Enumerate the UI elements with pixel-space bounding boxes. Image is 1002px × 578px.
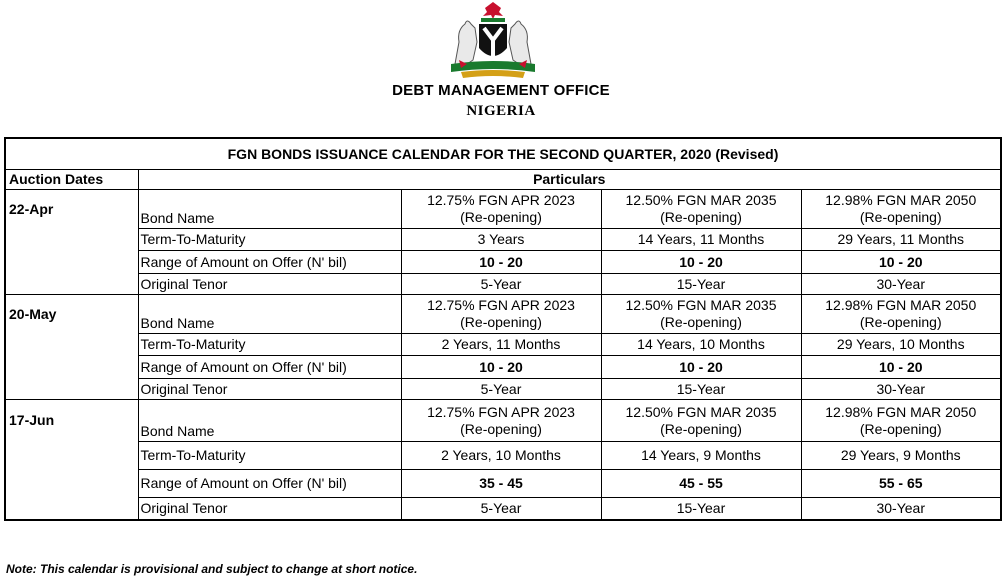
table-row bbox=[5, 400, 1001, 442]
bond-name: 12.98% FGN MAR 2050 bbox=[825, 297, 977, 313]
date-spacer bbox=[5, 379, 138, 400]
bond-name-cell bbox=[801, 295, 1001, 334]
particulars-header: Particulars bbox=[138, 170, 1001, 190]
bond-name: 12.75% FGN APR 2023 bbox=[427, 297, 575, 313]
bond-name: 12.98% FGN MAR 2050 bbox=[825, 403, 977, 420]
bond-name: 12.50% FGN MAR 2035 bbox=[625, 192, 777, 208]
date-spacer bbox=[5, 334, 138, 356]
row-label: Original Tenor bbox=[138, 379, 401, 400]
range-cell: 10 - 20 bbox=[401, 356, 601, 379]
org-name: DEBT MANAGEMENT OFFICE bbox=[392, 82, 610, 99]
tenor-cell: 5-Year bbox=[401, 379, 601, 400]
bond-name: 12.75% FGN APR 2023 bbox=[427, 403, 575, 420]
bond-name-cell bbox=[401, 400, 601, 442]
range-cell: 35 - 45 bbox=[401, 470, 601, 498]
date-spacer bbox=[5, 229, 138, 251]
table-row bbox=[5, 295, 1001, 334]
table-row bbox=[5, 470, 1001, 498]
table-row bbox=[5, 274, 1001, 295]
bond-note: (Re-opening) bbox=[660, 314, 742, 330]
row-label: Range of Amount on Offer (N' bil) bbox=[138, 356, 401, 379]
table-row bbox=[5, 190, 1001, 229]
row-label: Bond Name bbox=[138, 190, 401, 229]
range-cell: 10 - 20 bbox=[601, 251, 801, 274]
row-label: Range of Amount on Offer (N' bil) bbox=[138, 251, 401, 274]
range-cell: 10 - 20 bbox=[601, 356, 801, 379]
calendar-note: Note: This calendar is provisional and subject to change at short notice. bbox=[6, 562, 418, 576]
range-cell: 10 - 20 bbox=[401, 251, 601, 274]
bond-note: (Re-opening) bbox=[460, 314, 542, 330]
bond-note: (Re-opening) bbox=[460, 209, 542, 225]
table-row bbox=[5, 379, 1001, 400]
row-label: Bond Name bbox=[138, 400, 401, 442]
term-cell: 14 Years, 11 Months bbox=[601, 229, 801, 251]
auction-date: 20-May bbox=[5, 295, 138, 334]
coat-of-arms-icon bbox=[437, 2, 549, 80]
date-spacer bbox=[5, 442, 138, 470]
bond-name-cell bbox=[401, 190, 601, 229]
table-row bbox=[5, 251, 1001, 274]
table-row bbox=[5, 356, 1001, 379]
auction-dates-header: Auction Dates bbox=[5, 170, 138, 190]
tenor-cell: 5-Year bbox=[401, 274, 601, 295]
bond-name: 12.50% FGN MAR 2035 bbox=[625, 297, 777, 313]
row-label: Term-To-Maturity bbox=[138, 442, 401, 470]
auction-date: 17-Jun bbox=[5, 400, 138, 442]
row-label: Original Tenor bbox=[138, 498, 401, 520]
tenor-cell: 5-Year bbox=[401, 498, 601, 520]
range-cell: 55 - 65 bbox=[801, 470, 1001, 498]
table-title: FGN BONDS ISSUANCE CALENDAR FOR THE SECOND QUARTER, 2020 (Revised) bbox=[5, 138, 1001, 170]
auction-date: 22-Apr bbox=[5, 190, 138, 229]
range-cell: 10 - 20 bbox=[801, 356, 1001, 379]
term-cell: 2 Years, 10 Months bbox=[401, 442, 601, 470]
bond-name-cell bbox=[601, 190, 801, 229]
table-row bbox=[5, 334, 1001, 356]
table-row bbox=[5, 442, 1001, 470]
bond-name: 12.75% FGN APR 2023 bbox=[427, 192, 575, 208]
tenor-cell: 15-Year bbox=[601, 379, 801, 400]
table-row bbox=[5, 229, 1001, 251]
row-label: Bond Name bbox=[138, 295, 401, 334]
bond-note: (Re-opening) bbox=[660, 420, 742, 437]
range-cell: 10 - 20 bbox=[801, 251, 1001, 274]
row-label: Term-To-Maturity bbox=[138, 334, 401, 356]
bond-note: (Re-opening) bbox=[859, 209, 942, 225]
bond-name-cell bbox=[601, 295, 801, 334]
term-cell: 14 Years, 10 Months bbox=[601, 334, 801, 356]
date-spacer bbox=[5, 498, 138, 520]
date-spacer bbox=[5, 274, 138, 295]
range-cell: 45 - 55 bbox=[601, 470, 801, 498]
row-label: Original Tenor bbox=[138, 274, 401, 295]
term-cell: 29 Years, 10 Months bbox=[801, 334, 1001, 356]
bond-note: (Re-opening) bbox=[460, 420, 542, 437]
date-spacer bbox=[5, 356, 138, 379]
date-spacer bbox=[5, 470, 138, 498]
tenor-cell: 15-Year bbox=[601, 274, 801, 295]
bond-name-cell bbox=[801, 400, 1001, 442]
bond-name: 12.98% FGN MAR 2050 bbox=[825, 192, 977, 208]
table-row bbox=[5, 498, 1001, 520]
date-spacer bbox=[5, 251, 138, 274]
bond-name-cell bbox=[401, 295, 601, 334]
tenor-cell: 15-Year bbox=[601, 498, 801, 520]
tenor-cell: 30-Year bbox=[801, 498, 1001, 520]
bond-note: (Re-opening) bbox=[859, 314, 942, 330]
issuance-calendar-table bbox=[4, 137, 1002, 521]
bond-note: (Re-opening) bbox=[660, 209, 742, 225]
bond-note: (Re-opening) bbox=[859, 420, 942, 437]
term-cell: 2 Years, 11 Months bbox=[401, 334, 601, 356]
country-name: NIGERIA bbox=[466, 103, 536, 119]
tenor-cell: 30-Year bbox=[801, 379, 1001, 400]
term-cell: 14 Years, 9 Months bbox=[601, 442, 801, 470]
term-cell: 29 Years, 11 Months bbox=[801, 229, 1001, 251]
document-header bbox=[0, 0, 1002, 130]
tenor-cell: 30-Year bbox=[801, 274, 1001, 295]
bond-name-cell bbox=[801, 190, 1001, 229]
bond-name-cell bbox=[601, 400, 801, 442]
term-cell: 3 Years bbox=[401, 229, 601, 251]
term-cell: 29 Years, 9 Months bbox=[801, 442, 1001, 470]
bond-name: 12.50% FGN MAR 2035 bbox=[625, 403, 777, 420]
row-label: Range of Amount on Offer (N' bil) bbox=[138, 470, 401, 498]
row-label: Term-To-Maturity bbox=[138, 229, 401, 251]
